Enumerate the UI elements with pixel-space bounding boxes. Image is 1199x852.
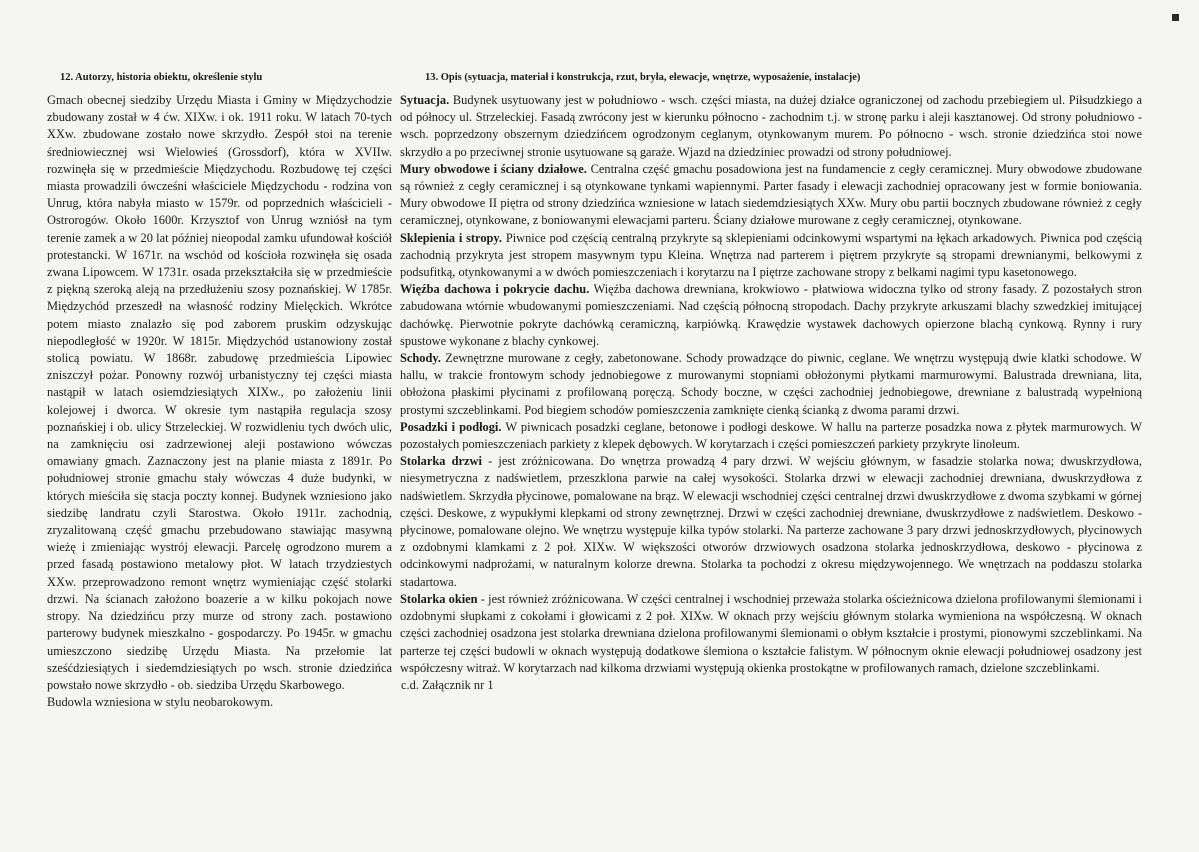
right-column bbox=[400, 72, 1142, 694]
section-text: - jest zróżnicowana. Do wnętrza prowadzą 4 pary drzwi. W wejściu głównym, w fasadzie stolarka nowa; dwuskrzydłowa, niesymetryczna z nadświetlem, przeszklona parwie na całej wysokości. Stolarka drzwi w elewacji zachodniej drewniana, dwuskrzydłowa z nadświetlem. Skrzydła płycinowe, pomalowane na brąz. W elewacji wschodniej części centralnej drzwi dwuskrzydłowe z dwoma szybkami w górnej części. Deskowe, z wypukłymi klepkami od strony zewnętrznej. Drzwi w części zachodniej drewniane, dwuskrzydłowe z nadświetlem. Deskowo - płycinowe, pomalowane olejno. We wnętrzu występuje kilka typów stolarki. Na parterze zachowane 3 pary drzwi jednoskrzydłowych, płycinowych z ozdobnymi klamkami z 2 poł. XIXw. W większości otworów drzwiowych osadzona stolarka jednoskrzydłowa, deskowo - płycinowa z odcinkowymi nadprożami, w naturalnym kolorze drewna. Stolarka ta pochodzi z okresu międzywojennego. We wnętrzach na poddaszu stolarka stadartowa. bbox=[400, 454, 1142, 589]
section-stairs bbox=[400, 350, 1142, 419]
section-13-heading: 13. Opis (sytuacja, materiał i konstrukcja, rzut, bryła, elewacje, wnętrze, wyposażenie, instalacje) bbox=[425, 72, 861, 83]
section-12-heading: 12. Autorzy, historia obiektu, określenie stylu bbox=[60, 72, 263, 83]
left-column bbox=[47, 72, 392, 711]
description-body bbox=[400, 92, 1142, 677]
section-text: Centralna część gmachu posadowiona jest na fundamencie z cegły ceramicznej. Mury obwodowe zbudowane są również z cegły ceramicznej i są otynkowane tynkami wapiennymi. Parter fasady i elewacji zachodniej opracowany jest w formie boniowania. Mury obwodowe II piętra od strony dziedzińca wzniesione w latach siedemdziesiątych XXw. Mury obu partii bocznych zbudowane również z cegły ceramicznej, otynkowane, z boniowanymi elewacjami parteru. Ściany działowe murowane z cegły ceramicznej, otynkowane. bbox=[400, 161, 1142, 228]
section-label: Stolarka drzwi bbox=[400, 454, 482, 469]
section-label: Schody. bbox=[400, 351, 441, 366]
section-floors bbox=[400, 419, 1142, 453]
corner-mark bbox=[1172, 14, 1179, 21]
section-door-joinery bbox=[400, 453, 1142, 591]
section-text: Więźba dachowa drewniana, krokwiowo - płatwiowa widoczna tylko od strony fasady. Z pozostałych stron zabudowana wtórnie wbudowanymi pomieszczeniami. Nad częścią północną stropodach. Dachy przykryte arkuszami blachy szwedzkiej imitującej dachówkę. Pierwotnie pokryte dachówką ceramiczną, karpiówką. Krawędzie wystawek dachowych opierzone blachą cynkową. Rynny i rury spustowe wykonane z blachy cynkowej. bbox=[400, 282, 1142, 348]
section-text: Budynek usytuowany jest w południowo - wsch. części miasta, na dużej działce ograniczonej od zachodu przebiegiem ul. Piłsudzkiego a od północy ul. Strzeleckiej. Fasadą zwrócony jest w kierunku północno - zachodnim t.j. w stronę parku i aleji kasztanowej. Od strony południowo - wsch. poprzedzony obszernym dziedzińcem ogrodzonym ceglanym, otynkowanym murem. Po północno - wsch. stronie dziedzińca stoi nowe skrzydło a po przeciwnej stronie usytuowane są garaże. Wjazd na dziedziniec prowadzi od strony południowej. bbox=[400, 93, 1142, 159]
section-text: - jest również zróżnicowana. W części centralnej i wschodniej przeważa stolarka ościeżnicowa dzielona profilowanymi ślemionami i ozdobnymi słupkami z cokołami i głowicami z 2 poł. XIXw. W oknach przy wejściu głównym stolarka wymieniona na współczesną. W oknach części zachodniej osadzona jest stolarka drewniana dzielona profilowanymi ślemionami o obłym kształcie i prostymi, pionowymi szczeblinkami. Na parterze tej części budowli w oknach występują dodatkowe ślemiona o kształcie falistym. W północnym oknie elewacji południowej osadzony jest współczesny witraż. W korytarzach nad kilkoma drzwiami występują okienka prostokątne w profilowanych ramach, dzielone szczeblinkami. bbox=[400, 591, 1142, 675]
continuation-note: c.d. Załącznik nr 1 bbox=[401, 677, 494, 692]
section-text: Piwnice pod częścią centralną przykryte są sklepieniami odcinkowymi wspartymi na łękach arkadowych. Piwnica pod częścią zachodnią przykryta jest stropem masywnym typu Kleina. Wnętrza nad parterem i piętrem przykryte są stropami drewnianymi, belkowymi z podsufitką, otynkowanymi a w dwóch pomieszczeniach i korytarzu na I piętrze zachowane stropy z belkami nagimi typu kasetonowego. bbox=[400, 230, 1142, 280]
section-label: Posadzki i podłogi. bbox=[400, 419, 502, 434]
section-text: W piwnicach posadzki ceglane, betonowe i podłogi deskowe. W hallu na parterze posadzka nowa z płytek marmurowych. W pozostałych pomieszczeniach parkiety z klepek dębowych. W korytarzach i części pomieszczeń parkiety przykryte linoleum. bbox=[400, 419, 1142, 452]
section-label: Mury obwodowe i ściany działowe. bbox=[400, 161, 587, 176]
section-label: Sklepienia i stropy. bbox=[400, 230, 503, 245]
section-window-joinery bbox=[400, 591, 1142, 677]
section-label: Sytuacja. bbox=[400, 93, 450, 107]
section-situation bbox=[400, 92, 1142, 161]
section-text: Zewnętrzne murowane z cegły, zabetonowane. Schody prowadzące do piwnic, ceglane. We wnętrzu występują dwie klatki schodowe. W hallu, w trakcie frontowym schody jednobiegowe z murowanymi stopniami obłożonymi płytkami marmurowymi. Balustrada drewniana, lita, obłożona płaskimi płycinami z profilowaną poręczą. Schody boczne, w części zachodniej jednobiegowe, drewniane z balustradą wypełnioną prostymi szczeblinkami. Pod biegiem schodów pomieszczenia zamknięte cienką ścianką z dwoma parami drzwi. bbox=[400, 351, 1142, 417]
section-vaults-ceilings bbox=[400, 230, 1142, 282]
section-label: Stolarka okien bbox=[400, 591, 478, 606]
section-walls bbox=[400, 161, 1142, 230]
section-roof bbox=[400, 281, 1142, 350]
style-statement: Budowla wzniesiona w stylu neobarokowym. bbox=[47, 695, 274, 710]
section-label: Więźba dachowa i pokrycie dachu. bbox=[400, 282, 590, 297]
history-paragraph: Gmach obecnej siedziby Urzędu Miasta i Gminy w Międzychodzie zbudowany został w 4 ćw. XIXw. i ok. 1911 roku. W latach 70-tych XXw. zbudowane zostało nowe skrzydło. Zespół stoi na terenie średniowiecznej wsi Wielowieś (Grossdorf), która w XVIIw. rozwinęła się w przedmieście Międzychodu. Rozbudowę tej części miasta prowadzili ówcześni właściciele Międzychodu - rodzina von Unrug, która nabyła miasto w 1579r. od poprzednich właścicieli - Ostrorogów. Około 1600r. Krzysztof von Unrug wzniósł na tym terenie zamek a w 20 lat później nieopodal zamku ufundował kościół protestancki. W 1671r. na wschód od kościoła rozwinęła się osada zwana Lipowcem. W 1731r. osada przekształciła się w przedmieście z piękną szeroką aleją na przedłużeniu szosy poznańskiej. W 1785r. Międzychód przeszedł na własność rodziny Mielęckich. Wkrótce potem miasto znalazło się pod zaborem pruskim odzyskując niepodległość w 1920r. W 1815r. Międzychód ustanowiony został stolicą powiatu. W 1868r. zabudowę przedmieścia Lipowiec zniszczył pożar. Ponowny rozwój urbanistyczny tej części miasta nastąpił w latach osiemdziesiątych XIXw., po założeniu linii kolejowej i dworca. W okresie tym nastąpiła regulacja szosy poznańskiej i ob. ulicy Strzeleckiej. W rozwidleniu tych dwóch ulic, na zamknięciu osi zadrzewionej aleji postawiono wówczas omawiany gmach. Zaznaczony jest na planie miasta z 1891r. Po południowej stronie gmachu stały wówczas 4 duże budynki, w których mieściła się stacja poczty konnej. Budynek wzniesiono jako siedzibę landratu czyli Starostwa. Około 1911r. zachodnią, zryzalitowaną część gmachu przebudowano stawiając masywną wieżę i zmieniając wystrój elewacji. Parcelę ogrodzono murem a przed fasadą postawiono metalowy płot. W latach trzydziestych XXw. przeprowadzono remont wnętrz wymieniając część stolarki drzwi. Na ścianach założono boazerie a w kilku pokojach nowe stropy. Na dziedzińcu przy murze od strony zach. postawiono parterowy budynek mieszkalno - gospodarczy. Po 1945r. w gmachu umieszczono siedzibę Urzędu Miasta. Na przełomie lat sześćdziesiątych i siedemdziesiątych po wsch. stronie dziedzińca powstało nowe skrzydło - ob. siedziba Urzędu Skarbowego. bbox=[47, 93, 392, 692]
